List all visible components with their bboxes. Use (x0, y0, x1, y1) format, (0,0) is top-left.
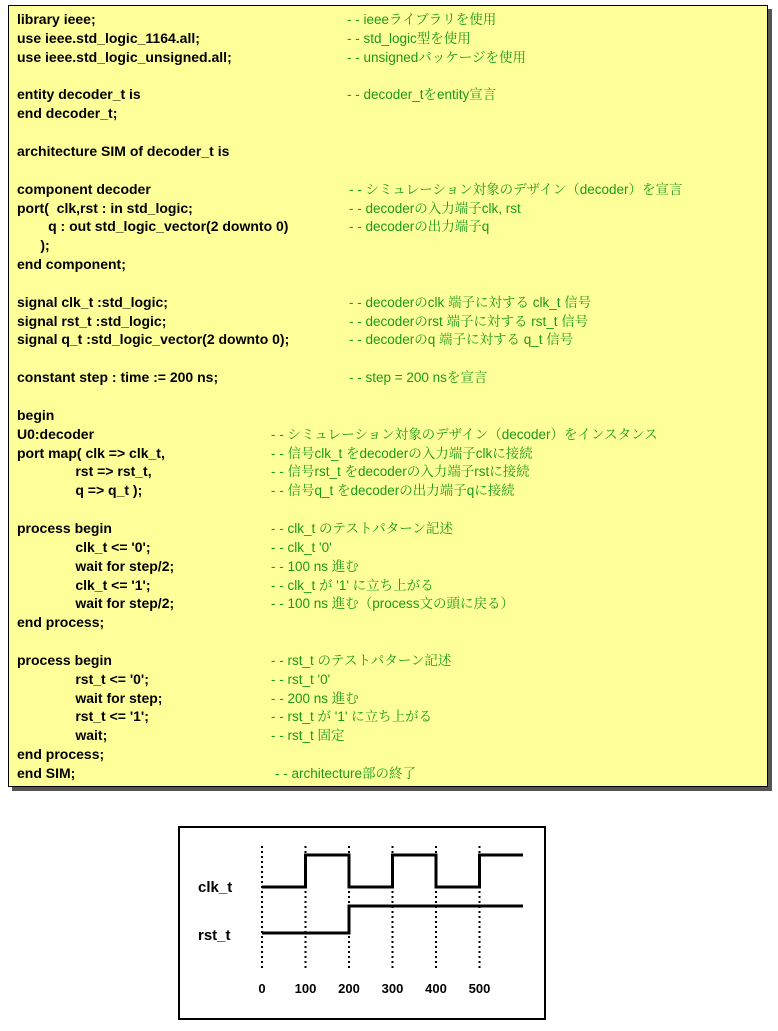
timing-diagram (178, 826, 546, 1020)
code-text: ); (17, 237, 50, 254)
code-text: wait for step; (17, 689, 163, 706)
code-text: end process; (17, 614, 105, 631)
code-text: process begin (17, 651, 112, 668)
code-comment: - - step = 200 nsを宣言 (349, 370, 488, 386)
time-tick-label: 0 (258, 981, 266, 996)
code-comment: - - ieeeライブラリを使用 (347, 12, 497, 27)
code-comment: - - rst_t 固定 (271, 728, 345, 744)
signal-label-clk_t: clk_t (198, 879, 233, 896)
code-text: end component; (17, 256, 126, 273)
code-comment: - - 100 ns 進む（process文の頭に戻る） (271, 596, 515, 612)
waveform-rst_t (262, 906, 523, 933)
code-text: process begin (17, 519, 112, 536)
code-comment: - - unsignedパッケージを使用 (347, 49, 527, 65)
time-tick-label: 200 (338, 981, 360, 996)
code-text: q : out std_logic_vector(2 downto 0) (17, 218, 289, 235)
time-tick-label: 500 (468, 981, 491, 996)
code-text: signal q_t :std_logic_vector(2 downto 0); (17, 331, 290, 348)
code-text: port( clk,rst : in std_logic; (17, 199, 193, 216)
code-text: end SIM; (17, 765, 76, 781)
code-text: end decoder_t; (17, 105, 118, 122)
code-text: clk_t <= '1'; (17, 576, 151, 593)
code-text: architecture SIM of decoder_t is (17, 142, 230, 159)
code-comment: - - 信号rst_t をdecoderの入力端子rstに接続 (271, 464, 530, 480)
code-text: q => q_t ); (17, 482, 143, 499)
code-comment: - - architecture部の終了 (275, 766, 417, 781)
code-comment: - - decoderの入力端子clk, rst (349, 200, 521, 216)
code-text: rst_t <= '1'; (17, 708, 149, 725)
code-text: U0:decoder (17, 425, 95, 442)
code-text: clk_t <= '0'; (17, 538, 151, 555)
code-comment: - - decoderのq 端子に対する q_t 信号 (349, 332, 574, 348)
code-comment: - - std_logic型を使用 (347, 30, 471, 46)
code-text: use ieee.std_logic_unsigned.all; (17, 48, 232, 65)
waveform-clk_t (262, 855, 523, 887)
code-panel (8, 5, 768, 787)
time-tick-label: 300 (381, 981, 404, 996)
code-comment: - - clk_t '0' (271, 539, 332, 555)
code-comment: - - decoderの出力端子q (349, 219, 490, 235)
code-text: component decoder (17, 180, 151, 197)
code-text: rst => rst_t, (17, 463, 152, 480)
code-text: port map( clk => clk_t, (17, 444, 165, 461)
code-text: signal clk_t :std_logic; (17, 293, 168, 310)
code-comment: - - decoderのclk 端子に対する clk_t 信号 (349, 294, 592, 310)
timing-diagram-svg (180, 828, 544, 1018)
time-tick-label: 400 (425, 981, 447, 996)
code-comment: - - シミュレーション対象のデザイン（decoder）をインスタンス (271, 426, 658, 442)
code-comment: - - decoder_tをentity宣言 (347, 87, 497, 103)
code-comment: - - rst_t が '1' に立ち上がる (271, 709, 433, 725)
code-comment: - - clk_t が '1' に立ち上がる (271, 577, 434, 593)
code-text: library ieee; (17, 11, 96, 27)
signal-label-rst_t: rst_t (198, 927, 231, 944)
code-comment: - - rst_t '0' (271, 671, 331, 687)
code-comment: - - clk_t のテストパターン記述 (271, 520, 453, 536)
code-text: wait for step/2; (17, 557, 175, 574)
code-comment: - - 信号clk_t をdecoderの入力端子clkに接続 (271, 445, 533, 461)
code-comment: - - decoderのrst 端子に対する rst_t 信号 (349, 313, 589, 329)
code-comment: - - 200 ns 進む (271, 690, 359, 706)
code-comment: - - 信号q_t をdecoderの出力端子qに接続 (271, 483, 515, 499)
code-comment: - - rst_t のテストパターン記述 (271, 652, 452, 668)
code-comment: - - 100 ns 進む (271, 558, 359, 574)
code-text: begin (17, 406, 55, 423)
code-text: entity decoder_t is (17, 86, 141, 103)
code-text: wait for step/2; (17, 595, 175, 612)
code-text: use ieee.std_logic_1164.all; (17, 29, 200, 46)
code-text: rst_t <= '0'; (17, 670, 149, 687)
code-text: constant step : time := 200 ns; (17, 369, 219, 386)
code-text: wait; (17, 727, 108, 744)
code-text: signal rst_t :std_logic; (17, 312, 167, 329)
code-comment: - - シミュレーション対象のデザイン（decoder）を宣言 (349, 181, 683, 197)
code-text: end process; (17, 746, 105, 763)
time-tick-label: 100 (294, 981, 317, 996)
